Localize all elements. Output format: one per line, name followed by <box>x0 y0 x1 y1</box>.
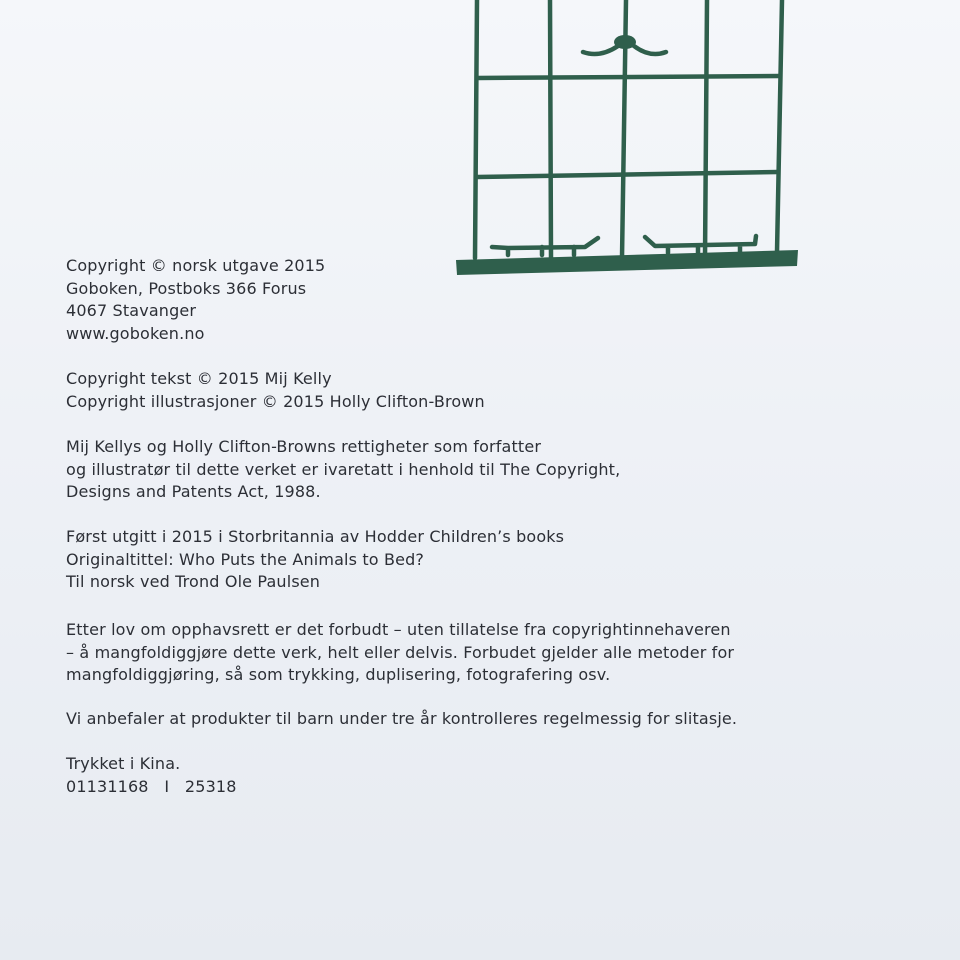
window-bar-1 <box>550 0 551 258</box>
window-muntin-lower <box>477 172 778 177</box>
window-bar-3 <box>705 0 707 258</box>
window-handle-left <box>492 238 598 255</box>
window-illustration <box>450 0 810 290</box>
publisher-line: 4067 Stavanger <box>66 301 197 320</box>
rights-line: Designs and Patents Act, 1988. <box>66 482 321 501</box>
window-handle-right <box>645 236 756 253</box>
safety-block <box>66 708 826 731</box>
window-frame-left <box>475 0 477 258</box>
rights-line: og illustratør til dette verket er ivaretatt i henhold til The Copyright, <box>66 459 621 479</box>
publisher-line: Goboken, Postboks 366 Forus <box>66 278 307 298</box>
legal-line: Etter lov om opphavsrett er det forbudt – uten tillatelse fra copyrightinnehaveren <box>66 620 731 639</box>
copyright-line: Copyright illustrasjoner © 2015 Holly Clifton-Brown <box>66 391 485 411</box>
legal-line: mangfoldiggjøring, så som trykking, duplisering, fotografering osv. <box>66 665 611 684</box>
print-location: Trykket i Kina. <box>66 754 181 773</box>
window-latch-knob <box>614 35 636 49</box>
legal-line: – å mangfoldiggjøre dette verk, helt eller delvis. Forbudet gjelder alle metoder for <box>66 642 735 662</box>
print-block <box>66 753 826 798</box>
copyright-line: Copyright tekst © 2015 Mij Kelly <box>66 369 332 388</box>
rights-block <box>66 436 826 504</box>
copyright-block <box>66 368 826 413</box>
edition-line: Til norsk ved Trond Ole Paulsen <box>66 572 321 591</box>
print-numbers: 01131168 I 25318 <box>66 776 237 796</box>
publisher-website: www.goboken.no <box>66 323 205 343</box>
safety-line: Vi anbefaler at produkter til barn under tre år kontrolleres regelmessig for slitasje. <box>66 709 738 728</box>
publisher-line: Copyright © norsk utgave 2015 <box>66 256 326 275</box>
window-muntin-upper <box>477 76 780 78</box>
edition-block <box>66 526 826 594</box>
rights-line: Mij Kellys og Holly Clifton-Browns rettigheter som forfatter <box>66 437 542 456</box>
legal-block <box>66 619 826 687</box>
publisher-block <box>66 255 826 345</box>
edition-line: Først utgitt i 2015 i Storbritannia av Hodder Children’s books <box>66 527 565 546</box>
edition-line: Originaltittel: Who Puts the Animals to Bed? <box>66 549 425 569</box>
window-frame-right <box>777 0 782 252</box>
